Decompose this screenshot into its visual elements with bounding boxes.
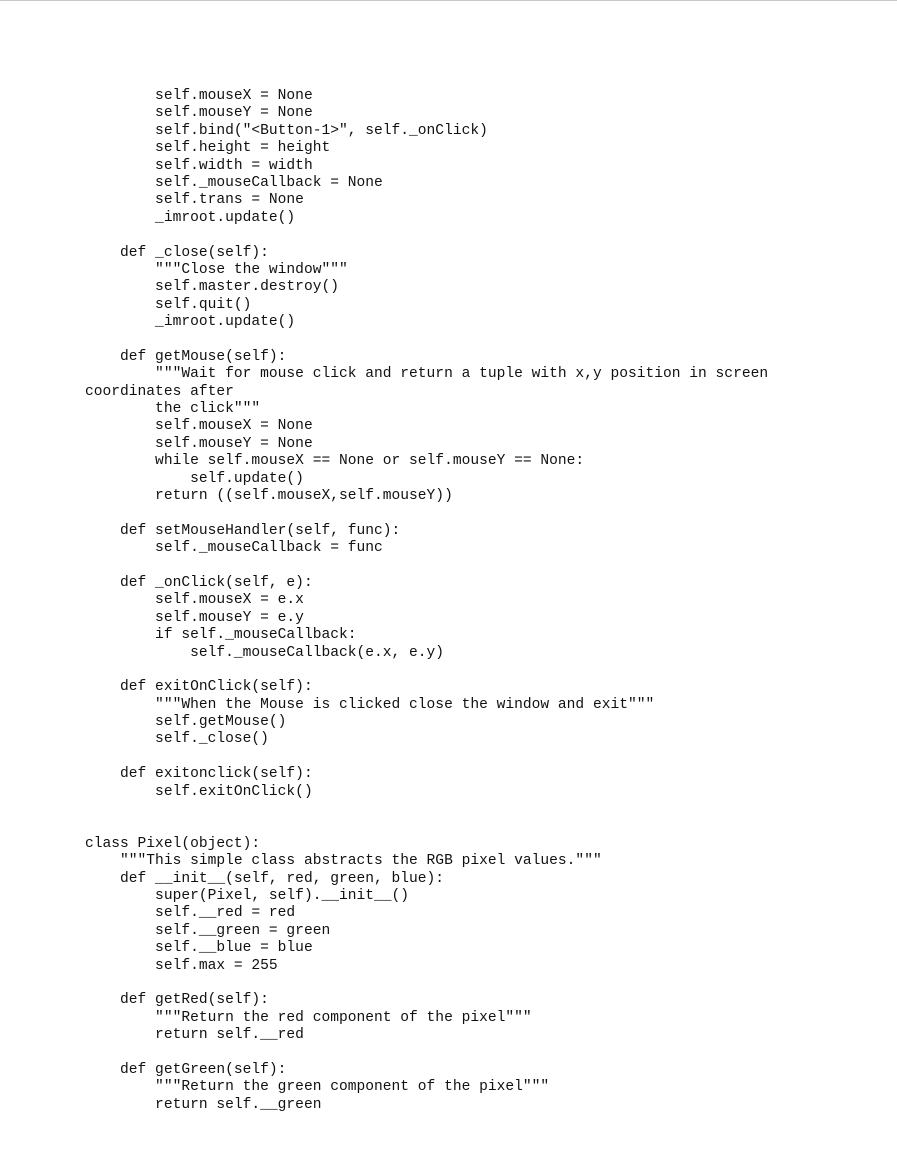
code-line: self.height = height	[85, 140, 331, 157]
code-line: self.width = width	[85, 157, 313, 174]
code-line	[85, 227, 885, 244]
code-line	[85, 818, 885, 835]
code-line: """Close the window"""	[85, 261, 348, 278]
code-line: self.mouseX = e.x	[85, 592, 304, 609]
code-line: return self.__red	[85, 1027, 304, 1044]
code-line: _imroot.update()	[85, 314, 296, 331]
code-line: """When the Mouse is clicked close the window and exit"""	[85, 696, 655, 713]
code-line: the click"""	[85, 401, 261, 418]
code-line: self.quit()	[85, 296, 252, 313]
code-line: self.__blue = blue	[85, 940, 313, 957]
code-line: def setMouseHandler(self, func):	[85, 522, 401, 539]
code-line: self.getMouse()	[85, 714, 287, 731]
code-line: self.mouseX = None	[85, 418, 313, 435]
code-listing	[85, 88, 885, 1114]
code-line: def __init__(self, red, green, blue):	[85, 870, 445, 887]
code-line: class Pixel(object):	[85, 835, 261, 852]
code-line: self.master.destroy()	[85, 279, 339, 296]
code-line: self._mouseCallback = func	[85, 540, 383, 557]
code-line: self.mouseX = None	[85, 88, 313, 104]
code-line: if self._mouseCallback:	[85, 627, 357, 644]
code-line: self.__green = green	[85, 922, 331, 939]
code-line: self._mouseCallback(e.x, e.y)	[85, 644, 445, 661]
code-line	[85, 749, 885, 766]
code-line: def getRed(self):	[85, 992, 269, 1009]
code-line: _imroot.update()	[85, 209, 296, 226]
code-line	[85, 1044, 885, 1061]
code-line	[85, 801, 885, 818]
code-line: def _onClick(self, e):	[85, 574, 313, 591]
code-line: def getGreen(self):	[85, 1061, 287, 1078]
code-line: """Wait for mouse click and return a tuple with x,y position in screen	[85, 366, 769, 383]
code-line: return self.__green	[85, 1096, 322, 1113]
code-line: def _close(self):	[85, 244, 269, 261]
code-line: return ((self.mouseX,self.mouseY))	[85, 487, 453, 504]
code-line: """Return the red component of the pixel"""	[85, 1009, 532, 1026]
code-line	[85, 662, 885, 679]
code-line: def getMouse(self):	[85, 348, 287, 365]
code-line: self.trans = None	[85, 192, 304, 209]
code-line: self.bind("<Button-1>", self._onClick)	[85, 122, 488, 139]
code-line: def exitOnClick(self):	[85, 679, 313, 696]
code-line: """Return the green component of the pixel"""	[85, 1079, 550, 1096]
code-line	[85, 975, 885, 992]
code-line: self.max = 255	[85, 957, 278, 974]
code-line	[85, 331, 885, 348]
code-line: while self.mouseX == None or self.mouseY == None:	[85, 453, 585, 470]
code-line: self.exitOnClick()	[85, 783, 313, 800]
code-line: self._mouseCallback = None	[85, 174, 383, 191]
code-line: self.mouseY = None	[85, 105, 313, 122]
code-line: super(Pixel, self).__init__()	[85, 887, 410, 904]
page-top-border	[0, 0, 897, 1]
code-line: def exitonclick(self):	[85, 766, 313, 783]
code-line: self.mouseY = e.y	[85, 609, 304, 626]
code-line: self.update()	[85, 470, 304, 487]
code-line: self.__red = red	[85, 905, 296, 922]
code-line	[85, 505, 885, 522]
code-line: self._close()	[85, 731, 269, 748]
code-line: coordinates after	[85, 383, 234, 400]
code-line: self.mouseY = None	[85, 435, 313, 452]
code-line	[85, 558, 885, 575]
code-line: """This simple class abstracts the RGB pixel values."""	[85, 853, 602, 870]
